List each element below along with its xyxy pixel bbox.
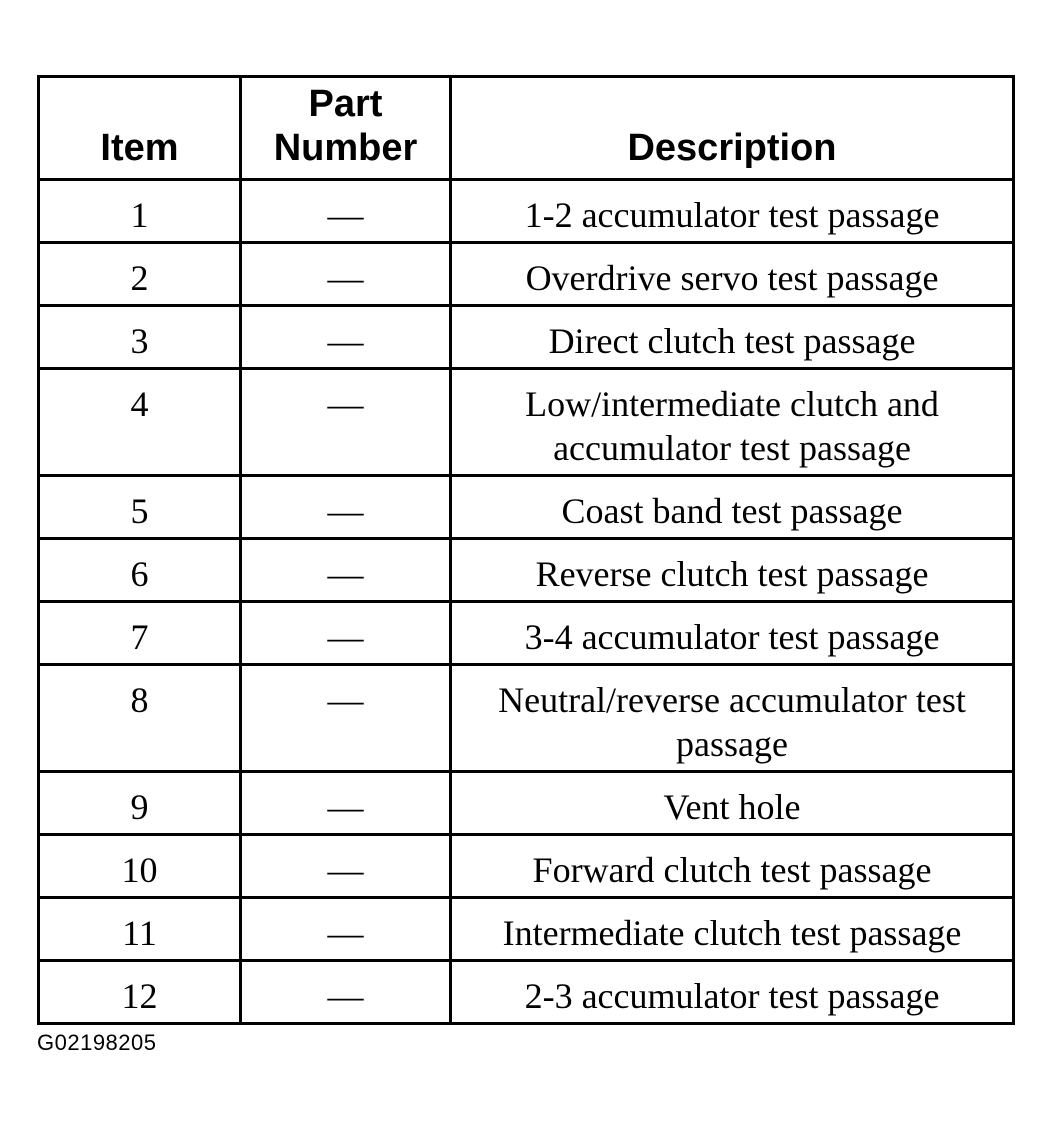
cell-description: Coast band test passage [451,476,1014,539]
cell-part-number: — [241,835,451,898]
table-row [39,306,1014,369]
cell-item: 2 [39,243,241,306]
cell-item: 5 [39,476,241,539]
cell-item: 6 [39,539,241,602]
header-item: Item [39,77,241,180]
cell-part-number: — [241,665,451,772]
cell-item: 3 [39,306,241,369]
cell-item: 7 [39,602,241,665]
cell-part-number: — [241,476,451,539]
table-row [39,898,1014,961]
header-part-number-label: Part Number [273,83,418,169]
cell-part-number: — [241,898,451,961]
cell-description: Neutral/reverse accumulator test passage [451,665,1014,772]
table-header-row [39,77,1014,180]
cell-item: 11 [39,898,241,961]
table-body [39,180,1014,1024]
cell-item: 1 [39,180,241,243]
cell-part-number: — [241,180,451,243]
cell-description: 2-3 accumulator test passage [451,961,1014,1024]
cell-item: 10 [39,835,241,898]
parts-table [37,75,1015,1025]
cell-part-number: — [241,602,451,665]
cell-description: Intermediate clutch test passage [451,898,1014,961]
cell-part-number: — [241,772,451,835]
cell-description: Forward clutch test passage [451,835,1014,898]
cell-part-number: — [241,961,451,1024]
table-row [39,539,1014,602]
cell-description: Vent hole [451,772,1014,835]
table-row [39,180,1014,243]
cell-part-number: — [241,539,451,602]
table-row [39,665,1014,772]
header-part-number [241,77,451,180]
cell-description: 1-2 accumulator test passage [451,180,1014,243]
cell-item: 9 [39,772,241,835]
table-row [39,243,1014,306]
cell-item: 4 [39,369,241,476]
table-row [39,369,1014,476]
cell-part-number: — [241,306,451,369]
table-row [39,772,1014,835]
cell-description: Overdrive servo test passage [451,243,1014,306]
cell-description: Reverse clutch test passage [451,539,1014,602]
cell-description: Direct clutch test passage [451,306,1014,369]
table-row [39,835,1014,898]
cell-description: 3-4 accumulator test passage [451,602,1014,665]
cell-item: 12 [39,961,241,1024]
header-description: Description [451,77,1014,180]
cell-part-number: — [241,243,451,306]
cell-item: 8 [39,665,241,772]
table-row [39,602,1014,665]
cell-part-number: — [241,369,451,476]
figure-code: G02198205 [37,1030,157,1055]
cell-description: Low/intermediate clutch and accumulator test passage [451,369,1014,476]
table-row [39,961,1014,1024]
table-row [39,476,1014,539]
